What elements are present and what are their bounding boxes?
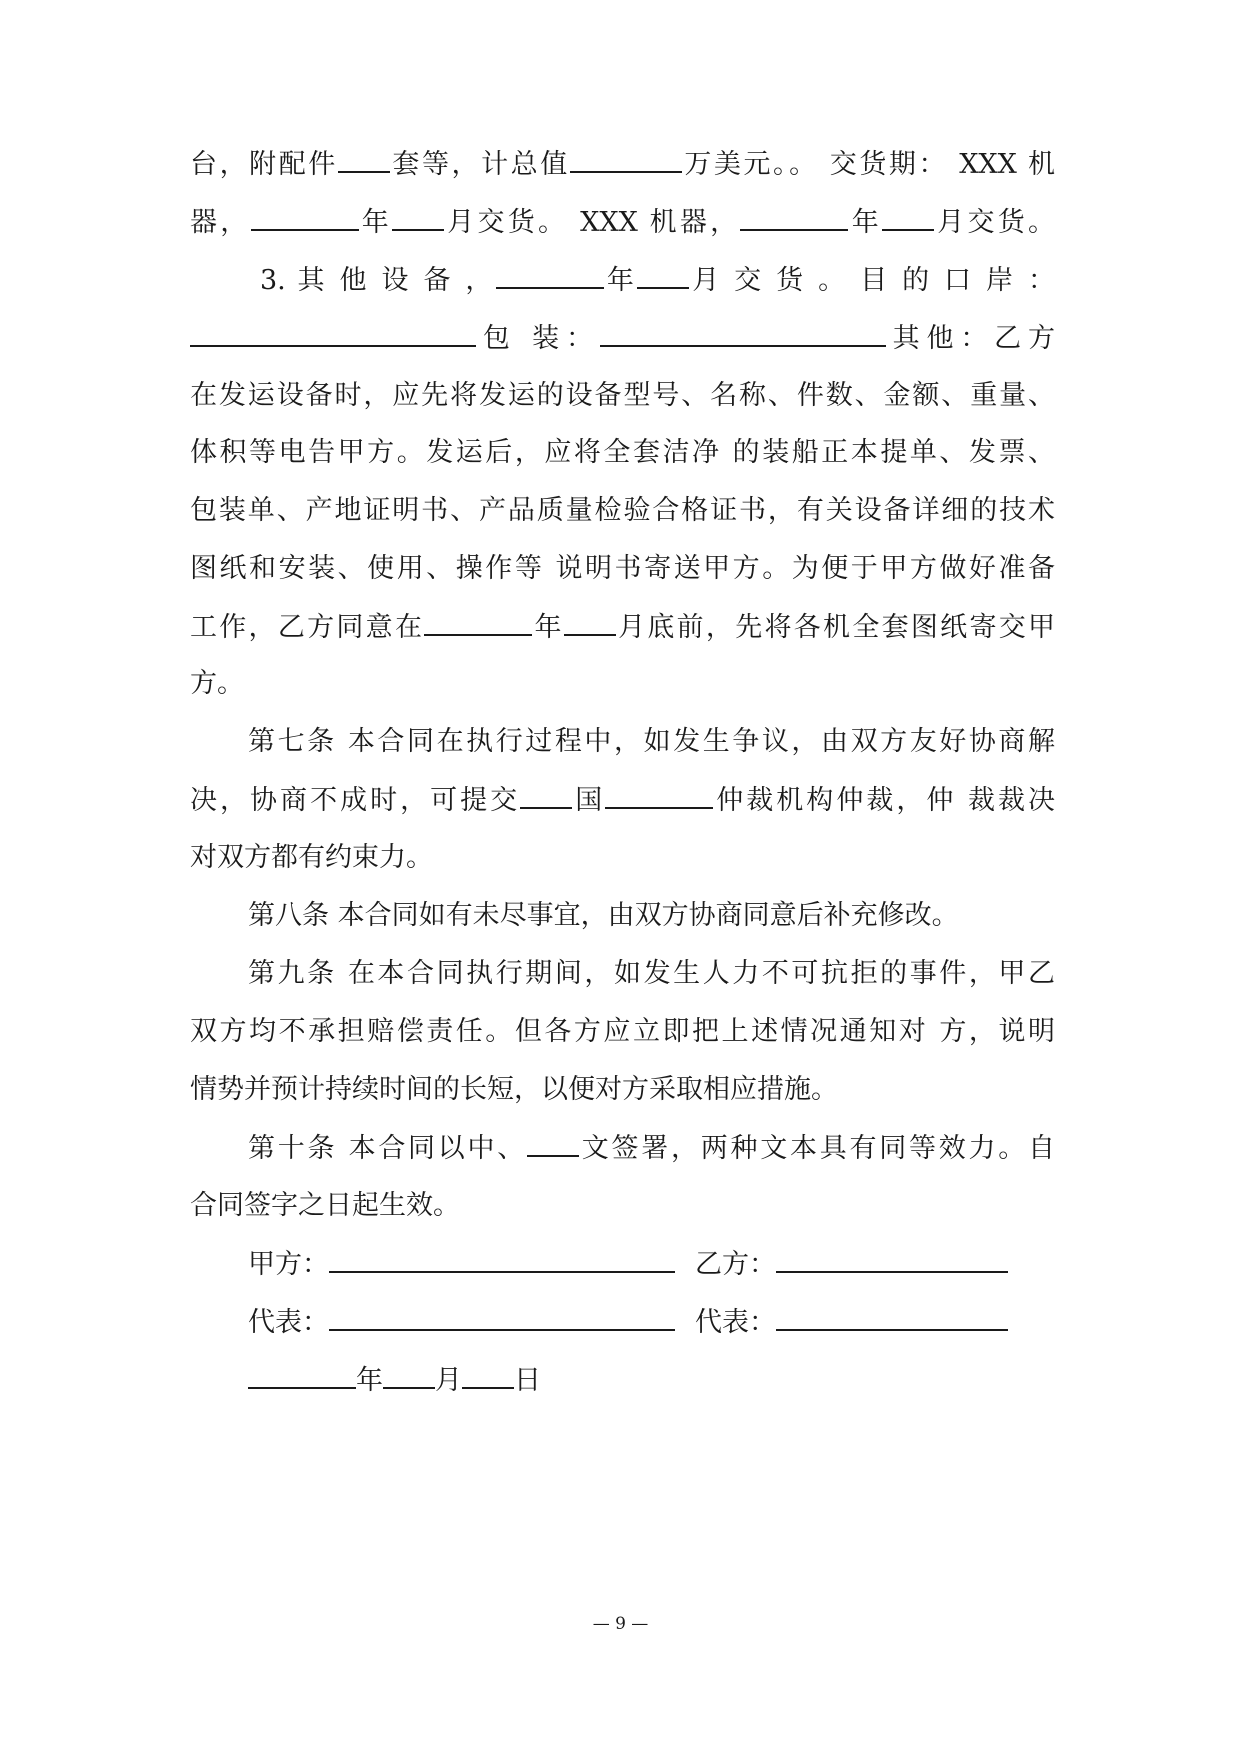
fill-blank xyxy=(496,261,604,289)
fill-blank xyxy=(520,781,572,809)
fill-blank xyxy=(740,203,848,231)
text-line xyxy=(248,1129,1055,1168)
text-segment: 年 xyxy=(603,265,638,296)
fill-blank xyxy=(527,1129,579,1157)
text-segment: 器， xyxy=(190,207,251,238)
text-segment: 万美元。。 交货期： XXX 机 xyxy=(681,149,1056,180)
text-line: 情势并预计持续时间的长短，以便对方采取相应措施。 xyxy=(190,1074,838,1105)
year-label: 年 xyxy=(356,1365,383,1396)
text-line: 对双方都有约束力。 xyxy=(190,842,433,873)
rep-b-label: 代表： xyxy=(695,1307,776,1338)
month-label: 月 xyxy=(435,1365,462,1396)
fill-blank xyxy=(338,145,390,173)
text-segment: 月 交 货 。 目 的 口 岸 ： xyxy=(689,265,1055,296)
text-segment: 包 装： xyxy=(476,323,600,354)
text-segment: 其他：乙方 xyxy=(885,323,1055,354)
party-a-blank xyxy=(329,1245,675,1273)
text-segment: 工作，乙方同意在 xyxy=(190,612,425,643)
month-blank xyxy=(383,1361,435,1389)
party-b-label: 乙方： xyxy=(695,1249,776,1280)
party-a-label: 甲方： xyxy=(248,1249,329,1280)
text-segment: 年 xyxy=(358,207,393,238)
text-segment: 月交货。 XXX 机器， xyxy=(444,207,741,238)
day-label: 日 xyxy=(514,1365,541,1396)
representative-line xyxy=(248,1303,1055,1342)
page-number: — 9 — xyxy=(592,1614,649,1634)
text-line: 包装单、产地证明书、产品质量检验合格证书，有关设备详细的技术 xyxy=(190,495,1055,526)
fill-blank xyxy=(600,319,886,347)
rep-a-label: 代表： xyxy=(248,1307,329,1338)
text-line xyxy=(190,608,1055,647)
fill-blank xyxy=(637,261,689,289)
text-line xyxy=(190,781,1055,820)
text-line: 合同签字之日起生效。 xyxy=(190,1190,460,1221)
signature-line xyxy=(248,1245,1055,1284)
text-line xyxy=(190,319,1055,358)
rep-a-blank xyxy=(329,1303,675,1331)
text-segment: 决，协商不成时，可提交 xyxy=(190,785,521,816)
text-line xyxy=(260,261,1055,300)
fill-blank xyxy=(570,145,682,173)
text-line: 第九条 在本合同执行期间，如发生人力不可抗拒的事件，甲乙 xyxy=(248,958,1055,989)
fill-blank xyxy=(605,781,713,809)
fill-blank xyxy=(392,203,444,231)
text-segment: 文签署，两种文本具有同等效力。自 xyxy=(579,1133,1055,1164)
text-segment: 月交货。 xyxy=(933,207,1055,238)
text-line: 体积等电告甲方。发运后，应将全套洁净 的装船正本提单、发票、 xyxy=(190,437,1055,468)
fill-blank xyxy=(424,608,532,636)
fill-blank xyxy=(251,203,359,231)
year-blank xyxy=(248,1361,356,1389)
text-segment: 月底前，先将各机全套图纸寄交甲 xyxy=(615,612,1056,643)
text-segment: 3. 其 他 设 备 ， xyxy=(260,265,496,296)
fill-blank xyxy=(564,608,616,636)
day-blank xyxy=(462,1361,514,1389)
text-line: 第八条 本合同如有未尽事宜，由双方协商同意后补充修改。 xyxy=(248,900,959,931)
text-line: 双方均不承担赔偿责任。但各方应立即把上述情况通知对 方，说明 xyxy=(190,1016,1055,1047)
rep-b-blank xyxy=(776,1303,1008,1331)
text-line: 在发运设备时，应先将发运的设备型号、名称、件数、金额、重量、 xyxy=(190,380,1055,411)
text-segment: 台，附配件 xyxy=(190,149,338,180)
text-line: 图纸和安装、使用、操作等 说明书寄送甲方。为便于甲方做好准备 xyxy=(190,553,1055,584)
text-line: 方。 xyxy=(190,668,244,699)
fill-blank xyxy=(882,203,934,231)
text-segment: 套等，计总值 xyxy=(389,149,570,180)
text-line: 第七条 本合同在执行过程中，如发生争议，由双方友好协商解 xyxy=(248,726,1055,757)
text-line xyxy=(190,145,1055,184)
text-segment: 国 xyxy=(572,785,606,816)
text-segment: 仲裁机构仲裁，仲 裁裁决 xyxy=(713,785,1056,816)
date-line xyxy=(248,1361,1055,1400)
text-line xyxy=(190,203,1055,242)
text-segment: 第十条 本合同以中、 xyxy=(248,1133,528,1164)
fill-blank xyxy=(190,319,476,347)
text-segment: 年 xyxy=(532,612,564,643)
text-segment: 年 xyxy=(848,207,882,238)
party-b-blank xyxy=(776,1245,1008,1273)
